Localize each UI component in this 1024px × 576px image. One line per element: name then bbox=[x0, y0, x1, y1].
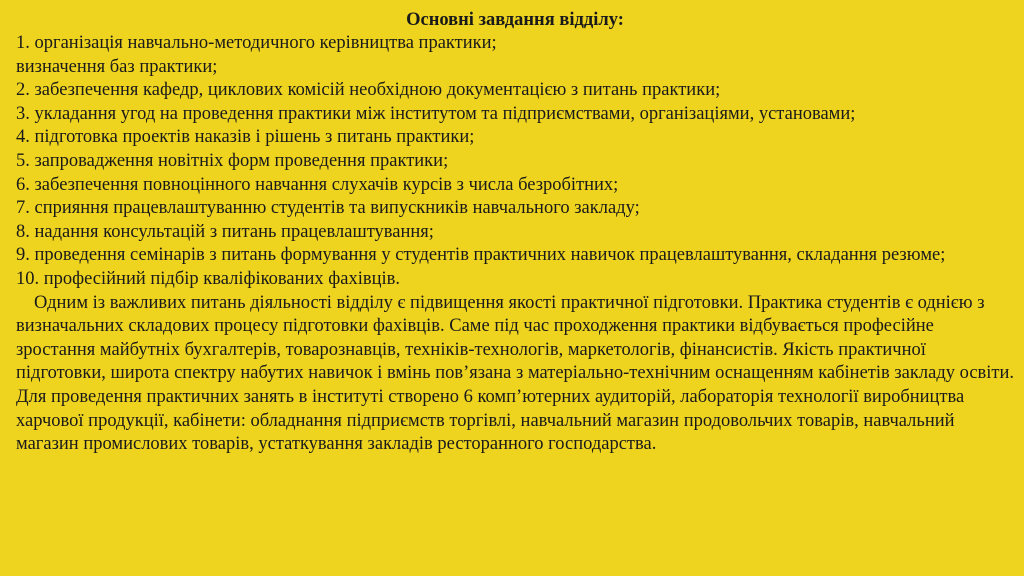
list-item: 4. підготовка проектів наказів і рішень з питань практики; bbox=[16, 127, 475, 148]
tasks-list bbox=[16, 32, 1014, 292]
body-paragraph: Одним із важливих питань діяльності відділу є підвищення якості практичної підготовки. Практика студентів є однією з визначальних складових процесу підготовки фахівців. Саме під час проходження практики відбувається професійне зростання майбутніх бухгалтерів, товарознавців, техніків-технологів, маркетологів, фінансистів. Якість практичної підготовки, широта спектру набутих навичок і вмінь пов’язана з матеріально-технічним оснащенням кабінетів закладу освіти. Для проведення практичних занять в інституті створено 6 комп’ютерних аудиторій, лабораторія технології виробництва харчової продукції, кабінети: обладнання підприємств торгівлі, навчальний магазин продовольчих товарів, навчальний магазин промислових товарів, устаткування закладів ресторанного господарства. bbox=[16, 292, 1015, 455]
list-item: 3. укладання угод на проведення практики між інститутом та підприємствами, організаціями, установами; bbox=[16, 103, 856, 124]
list-item: визначення баз практики; bbox=[16, 56, 218, 77]
list-item: 6. забезпечення повноцінного навчання слухачів курсів з числа безробітних; bbox=[16, 174, 619, 195]
list-item: 8. надання консультацій з питань працевлаштування; bbox=[16, 221, 434, 242]
list-item: 5. запровадження новітніх форм проведення практики; bbox=[16, 150, 449, 171]
list-item: 10. професійний підбір кваліфікованих фахівців. bbox=[16, 268, 401, 289]
slide-title: Основні завдання відділу: bbox=[406, 10, 624, 30]
list-item: 9. проведення семінарів з питань формування у студентів практичних навичок працевлаштування, складання резюме; bbox=[16, 245, 946, 266]
list-item: 7. сприяння працевлаштуванню студентів та випускників навчального закладу; bbox=[16, 198, 640, 219]
list-item: 1. організація навчально-методичного керівництва практики; bbox=[16, 33, 497, 53]
list-item: 2. забезпечення кафедр, циклових комісій необхідною документацією з питань практики; bbox=[16, 80, 721, 101]
